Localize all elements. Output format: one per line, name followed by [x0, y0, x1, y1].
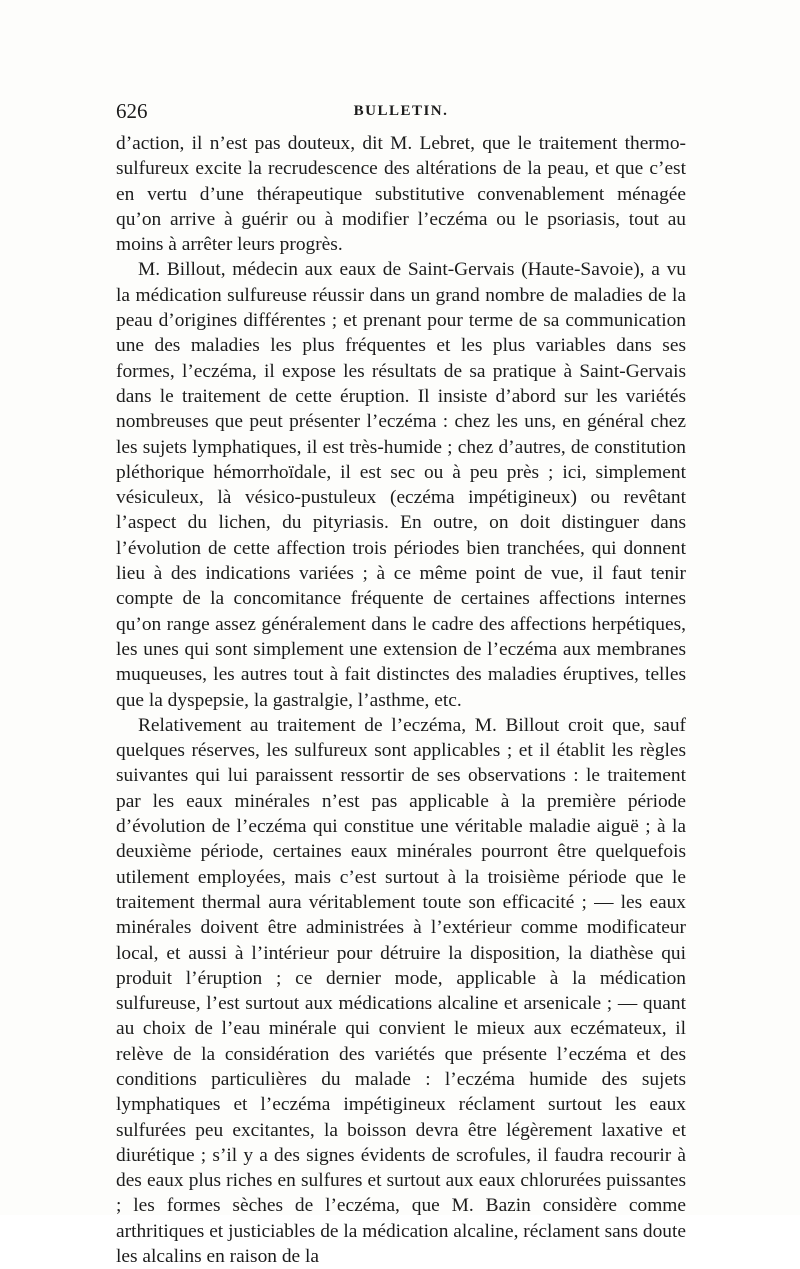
running-header	[116, 96, 686, 126]
body-text	[116, 131, 686, 1269]
page-number: 626	[116, 99, 148, 123]
paragraph-continuation: d’action, il n’est pas douteux, dit M. Lebret, que le traitement thermo-sulfureux excite la recrudescence des altérations de la peau, et que c’est en vertu d’une thérapeutique substitutive convenablement ménagée qu’on arrive à guérir ou à modifier l’eczéma ou le psoriasis, tout au moins à arrêter leurs progrès.	[116, 133, 686, 256]
paragraph-eczema-treatment: Relativement au traitement de l’eczéma, M. Billout croit que, sauf quelques réserves, les sulfureux sont applicables ; et il établit les règles suivantes qui lui paraissent ressortir de ses observations : le traitement par les eaux minérales n’est pas applicable à la première période d’évolution de l’eczéma qui constitue une véritable maladie aiguë ; à la deuxième période, certaines eaux minérales pourront être quelquefois utilement employées, mais c’est surtout à la troisième période que le traitement thermal aura véritablement toute son efficacité ; — les eaux minérales doivent être administrées à l’extérieur comme modificateur local, et aussi à l’intérieur pour détruire la disposition, la diathèse qui produit l’éruption ; ce dernier mode, applicable à la médication sulfureuse, l’est surtout aux médications alcaline et arsenicale ; — quant au choix de l’eau minérale qui convient le mieux aux eczémateux, il relève de la considération des variétés que présente l’eczéma et des conditions particulières du malade : l’eczéma humide des sujets lymphatiques et l’eczéma impétigineux réclament surtout les eaux sulfurées peu excitantes, la boisson devra être légèrement laxative et diurétique ; s’il y a des signes évidents de scrofules, il faudra recourir à des eaux plus riches en sulfures et surtout aux eaux chlorurées puissantes ; les formes sèches de l’eczéma, que M. Bazin considère comme arthritiques et justiciables de la médication alcaline, réclament sans doute les alcalins en raison de la	[116, 714, 686, 1268]
running-title: BULLETIN.	[353, 103, 449, 119]
paragraph-billout-eczema-varieties: M. Billout, médecin aux eaux de Saint-Gervais (Haute-Savoie), a vu la médication sulfureuse réussir dans un grand nombre de maladies de la peau d’origines différentes ; et prenant pour terme de sa communication une des maladies les plus fréquentes et les plus variables dans ses formes, l’eczéma, il expose les résultats de sa pratique à Saint-Gervais dans le traitement de cette éruption. Il insiste d’abord sur les variétés nombreuses que peut présenter l’eczéma : chez les uns, en général chez les sujets lymphatiques, il est très-humide ; chez d’autres, de constitution pléthorique hémorrhoïdale, il est sec ou à peu près ; ici, simplement vésiculeux, là vésico-pustuleux (eczéma impétigineux) ou revêtant l’aspect du lichen, du pityriasis. En outre, on doit distinguer dans l’évolution de cette affection trois périodes bien tranchées, qui donnent lieu à des indications variées ; à ce même point de vue, il faut tenir compte de la concomitance fréquente de certaines affections internes qu’on range assez généralement dans le cadre des affections herpétiques, les unes qui sont simplement une extension de l’eczéma aux membranes muqueuses, les autres tout à fait distinctes des maladies éruptives, telles que la dyspepsie, la gastralgie, l’asthme, etc.	[116, 259, 686, 711]
